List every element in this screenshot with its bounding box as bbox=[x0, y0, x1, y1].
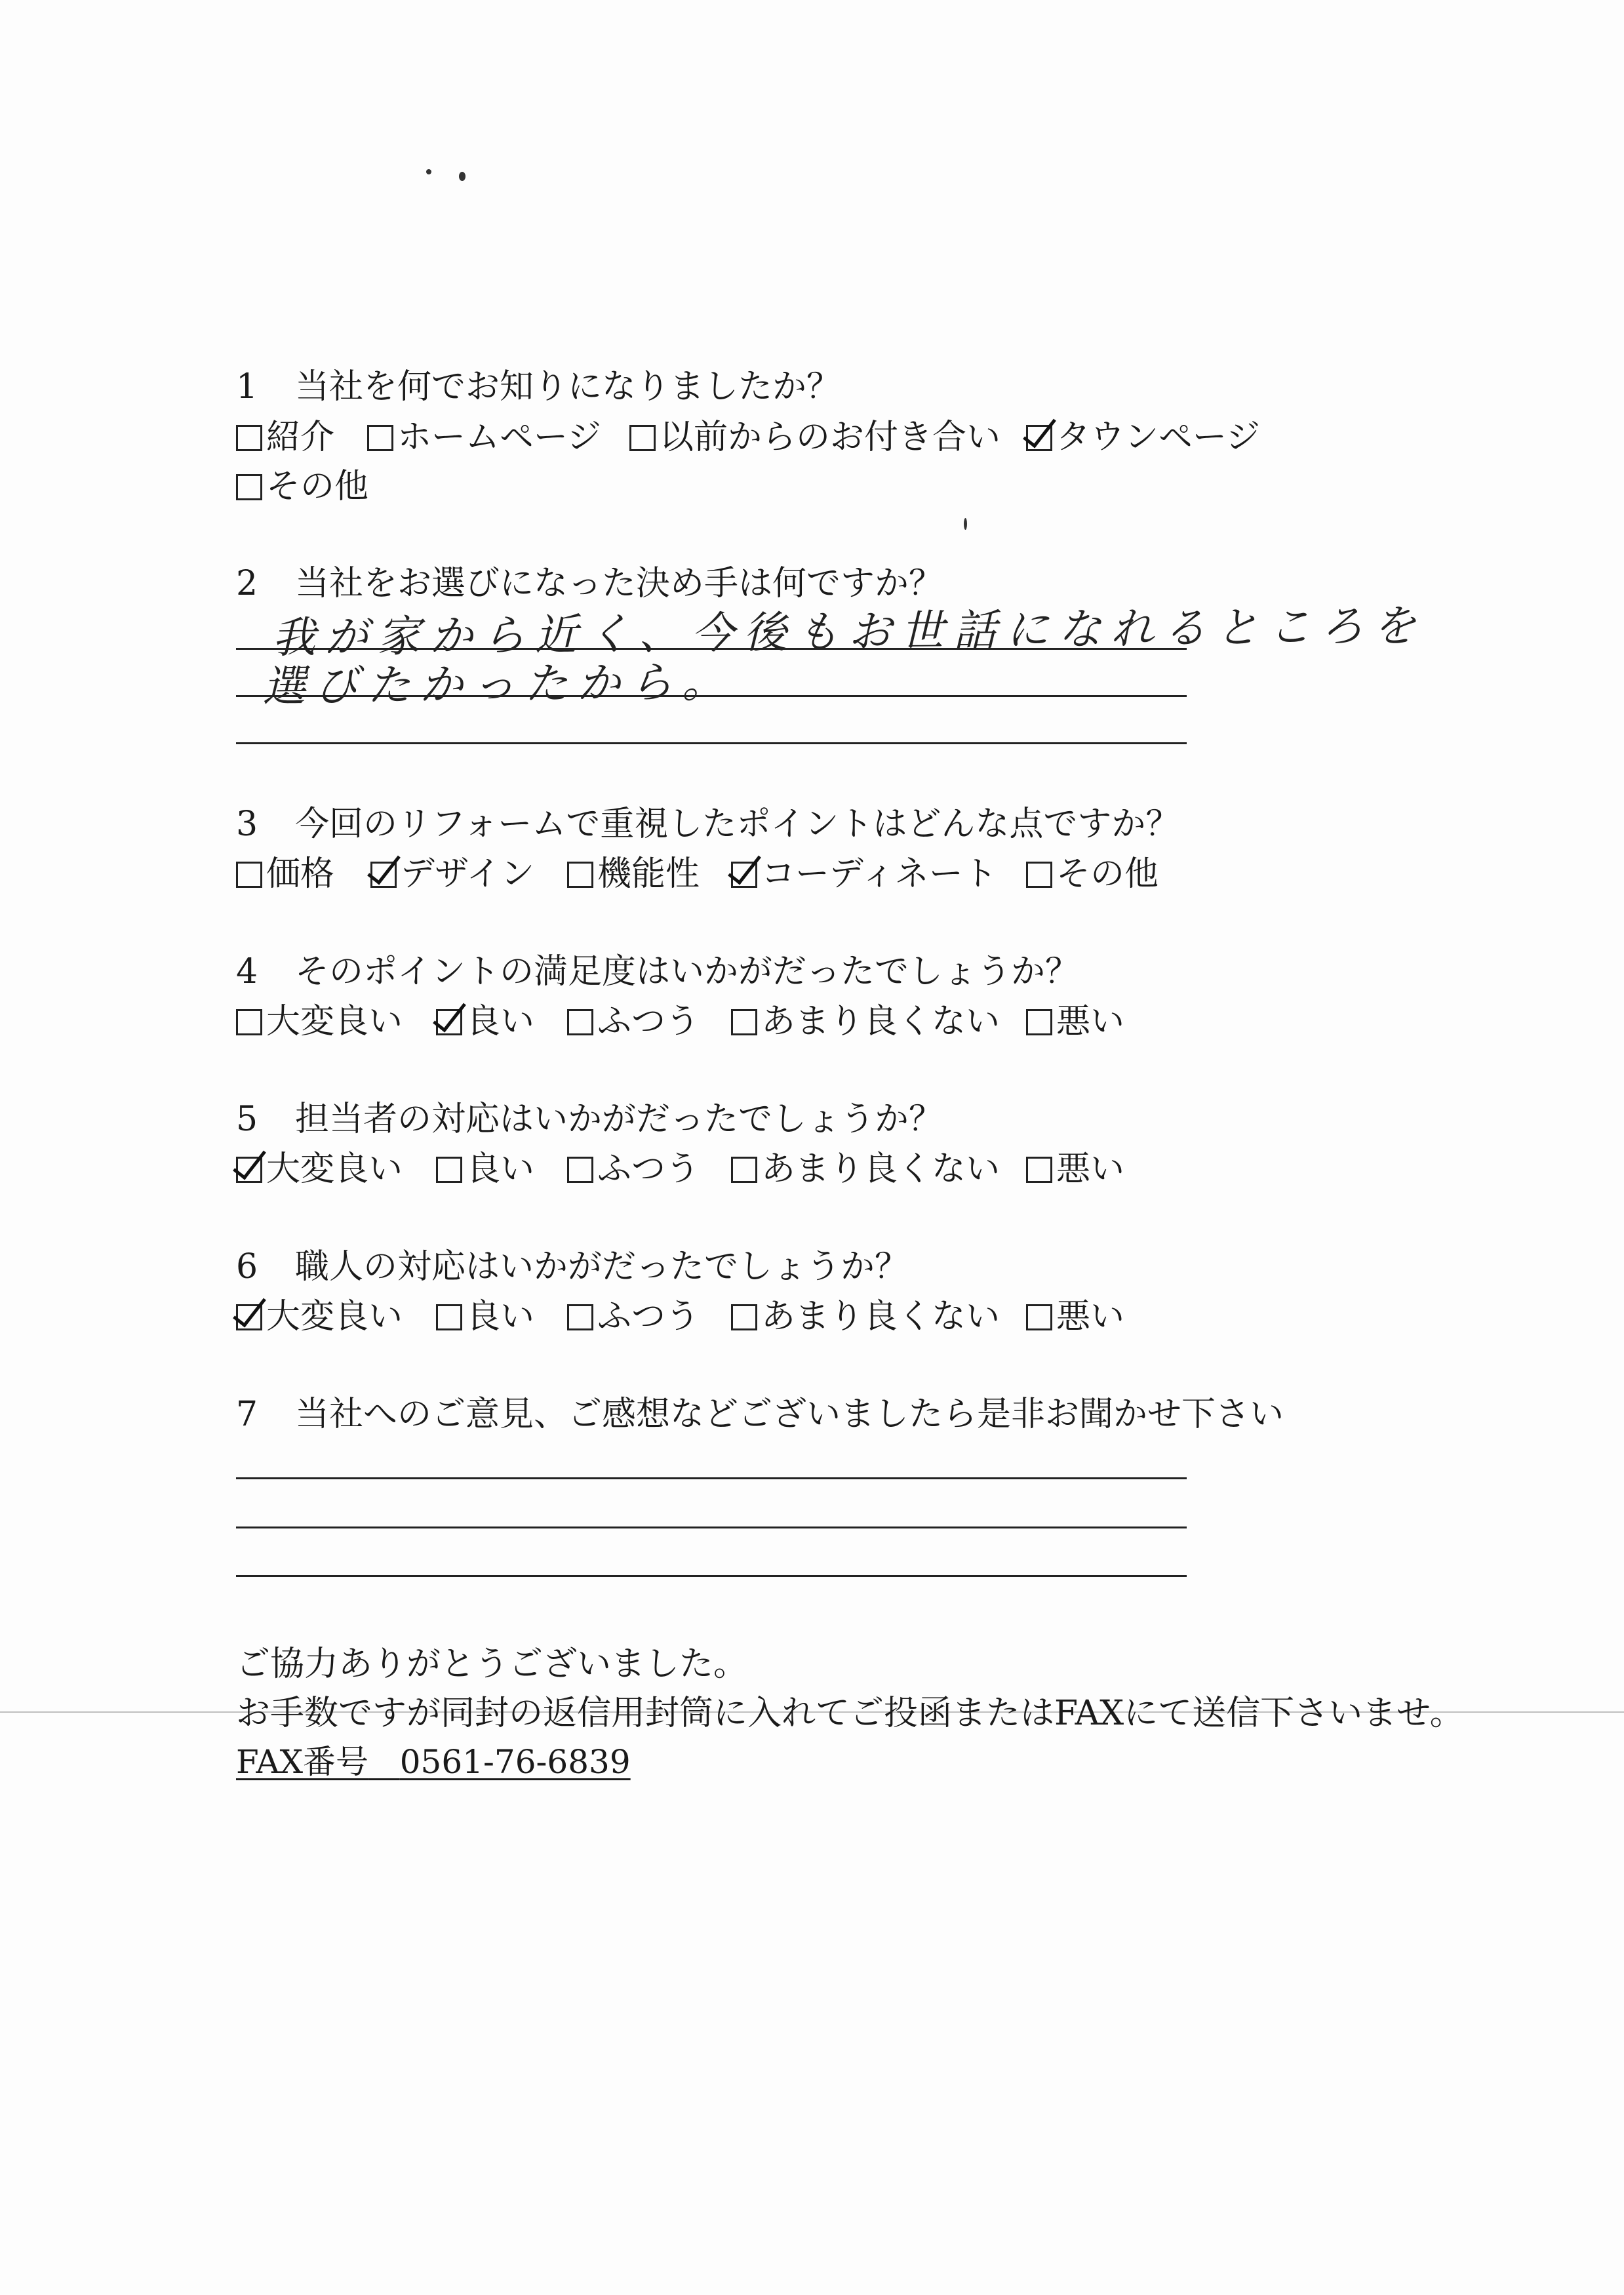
option-checkbox[interactable] bbox=[1026, 1146, 1124, 1192]
answer-line bbox=[236, 695, 1187, 697]
option-checkbox[interactable] bbox=[236, 999, 403, 1045]
option-label: ふつう bbox=[597, 1149, 700, 1189]
option-label: あまり良くない bbox=[761, 1002, 1000, 1041]
question-1 bbox=[236, 364, 841, 410]
checkbox[interactable] bbox=[236, 862, 262, 888]
option-label: ふつう bbox=[597, 1297, 700, 1336]
checkbox[interactable] bbox=[731, 1304, 757, 1330]
checkbox[interactable] bbox=[567, 1304, 593, 1330]
fax-number bbox=[236, 1739, 631, 1785]
checkbox-checked[interactable] bbox=[370, 862, 397, 888]
option-checkbox[interactable] bbox=[370, 851, 534, 897]
scan-speck bbox=[426, 169, 431, 174]
closing-instructions: お手数ですが同封の返信用封筒に入れてご投函またはFAXにて送信下さいませ。 bbox=[236, 1694, 1464, 1733]
checkbox-checked[interactable] bbox=[236, 1304, 262, 1330]
checkbox[interactable] bbox=[1026, 862, 1052, 888]
option-label: 大変良い bbox=[266, 1149, 403, 1189]
option-checkbox[interactable] bbox=[236, 1294, 403, 1340]
checkbox[interactable] bbox=[731, 1009, 757, 1035]
closing-thanks: ご協力ありがとうございました。 bbox=[236, 1645, 748, 1684]
checkbox[interactable] bbox=[436, 1304, 462, 1330]
question-number: 6 bbox=[236, 1247, 258, 1287]
question-number: 4 bbox=[236, 952, 258, 991]
option-checkbox[interactable] bbox=[567, 1294, 700, 1340]
option-checkbox[interactable] bbox=[731, 999, 1000, 1045]
checkbox[interactable] bbox=[1026, 1304, 1052, 1330]
checkbox[interactable] bbox=[1026, 1009, 1052, 1035]
option-label: 以前からのお付き合い bbox=[660, 418, 1001, 457]
option-checkbox[interactable] bbox=[731, 1146, 1000, 1192]
handwritten-answer-line-2: 選びたかったから。 bbox=[262, 656, 735, 712]
question-number: 5 bbox=[236, 1100, 258, 1139]
scan-speck bbox=[459, 172, 465, 181]
checkbox[interactable] bbox=[629, 425, 656, 451]
option-checkbox[interactable] bbox=[1026, 1294, 1124, 1340]
option-label: あまり良くない bbox=[761, 1297, 1000, 1336]
option-label: タウンページ bbox=[1056, 418, 1260, 457]
option-checkbox[interactable] bbox=[436, 1294, 534, 1340]
fax-label: FAX番号 bbox=[236, 1743, 369, 1781]
options-q1 bbox=[236, 414, 1285, 460]
answer-line bbox=[236, 1527, 1187, 1528]
option-checkbox[interactable] bbox=[731, 1294, 1000, 1340]
option-label: 大変良い bbox=[266, 1297, 403, 1336]
question-text: 当社をお選びになった決め手は何ですか？ bbox=[295, 564, 943, 603]
question-number: 7 bbox=[236, 1395, 258, 1434]
option-label: コーディネート bbox=[761, 854, 997, 894]
checkbox-checked[interactable] bbox=[436, 1009, 462, 1035]
options-q4 bbox=[236, 999, 1285, 1045]
option-checkbox[interactable] bbox=[236, 851, 334, 897]
fax-number-value: 0561-76-6839 bbox=[399, 1743, 631, 1781]
checkbox[interactable] bbox=[236, 425, 262, 451]
answer-line bbox=[236, 742, 1187, 744]
checkbox[interactable] bbox=[567, 1157, 593, 1183]
option-checkbox[interactable] bbox=[236, 414, 334, 460]
options-q1-row2 bbox=[236, 464, 629, 509]
option-label: 良い bbox=[466, 1297, 535, 1336]
question-text: 当社へのご意見、ご感想などございましたら是非お聞かせ下さい bbox=[295, 1395, 1284, 1434]
checkbox[interactable] bbox=[236, 1009, 262, 1035]
handwritten-answer-line-1: 我が家から近く、今後もお世話になれるところを bbox=[271, 600, 1426, 664]
question-3 bbox=[236, 801, 1179, 847]
checkbox[interactable] bbox=[731, 1157, 757, 1183]
question-text: 当社を何でお知りになりましたか？ bbox=[295, 367, 841, 407]
options-q5 bbox=[236, 1146, 1285, 1192]
checkbox-checked[interactable] bbox=[236, 1157, 262, 1183]
option-checkbox[interactable] bbox=[436, 999, 534, 1045]
option-checkbox[interactable] bbox=[629, 414, 1000, 460]
option-label: 良い bbox=[466, 1149, 535, 1189]
option-label: 悪い bbox=[1056, 1002, 1125, 1041]
question-4 bbox=[236, 949, 1079, 995]
question-5 bbox=[236, 1096, 943, 1142]
option-label: 機能性 bbox=[597, 854, 700, 894]
option-label: その他 bbox=[266, 467, 369, 506]
checkbox[interactable] bbox=[567, 862, 593, 888]
answer-line bbox=[236, 1477, 1187, 1479]
question-number: 3 bbox=[236, 805, 258, 844]
checkbox[interactable] bbox=[1026, 1157, 1052, 1183]
option-label: あまり良くない bbox=[761, 1149, 1000, 1189]
option-checkbox[interactable] bbox=[731, 851, 997, 897]
checkbox-checked[interactable] bbox=[731, 862, 757, 888]
option-checkbox[interactable] bbox=[567, 851, 700, 897]
option-label: 良い bbox=[466, 1002, 535, 1041]
checkbox[interactable] bbox=[436, 1157, 462, 1183]
question-number: 2 bbox=[236, 564, 258, 603]
option-label: 大変良い bbox=[266, 1002, 403, 1041]
option-checkbox[interactable] bbox=[436, 1146, 534, 1192]
checkbox-checked[interactable] bbox=[1026, 425, 1052, 451]
option-checkbox[interactable] bbox=[236, 1146, 403, 1192]
question-text: そのポイントの満足度はいかがだったでしょうか？ bbox=[295, 952, 1080, 991]
option-label: その他 bbox=[1056, 854, 1159, 894]
option-label: デザイン bbox=[401, 854, 535, 894]
options-q3 bbox=[236, 851, 1285, 897]
option-checkbox[interactable] bbox=[367, 414, 601, 460]
option-checkbox[interactable] bbox=[1026, 414, 1260, 460]
scan-speck bbox=[964, 518, 967, 530]
option-label: 悪い bbox=[1056, 1297, 1125, 1336]
option-label: 紹介 bbox=[266, 418, 335, 457]
option-checkbox[interactable] bbox=[1026, 851, 1159, 897]
option-checkbox[interactable] bbox=[567, 999, 700, 1045]
question-text: 職人の対応はいかがだったでしょうか？ bbox=[295, 1247, 909, 1287]
answer-line bbox=[236, 1575, 1187, 1577]
question-6 bbox=[236, 1244, 909, 1290]
option-checkbox[interactable] bbox=[236, 464, 368, 509]
checkbox[interactable] bbox=[236, 474, 262, 500]
question-text: 担当者の対応はいかがだったでしょうか？ bbox=[295, 1100, 943, 1139]
question-number: 1 bbox=[236, 367, 258, 407]
options-q6 bbox=[236, 1294, 1285, 1340]
checkbox[interactable] bbox=[367, 425, 393, 451]
option-label: 価格 bbox=[266, 854, 335, 894]
checkbox[interactable] bbox=[567, 1009, 593, 1035]
option-label: 悪い bbox=[1056, 1149, 1125, 1189]
option-label: ふつう bbox=[597, 1002, 700, 1041]
question-7 bbox=[236, 1391, 1284, 1437]
option-checkbox[interactable] bbox=[1026, 999, 1124, 1045]
question-text: 今回のリフォームで重視したポイントはどんな点ですか？ bbox=[295, 805, 1180, 844]
option-checkbox[interactable] bbox=[567, 1146, 700, 1192]
option-label: ホームページ bbox=[397, 418, 601, 457]
